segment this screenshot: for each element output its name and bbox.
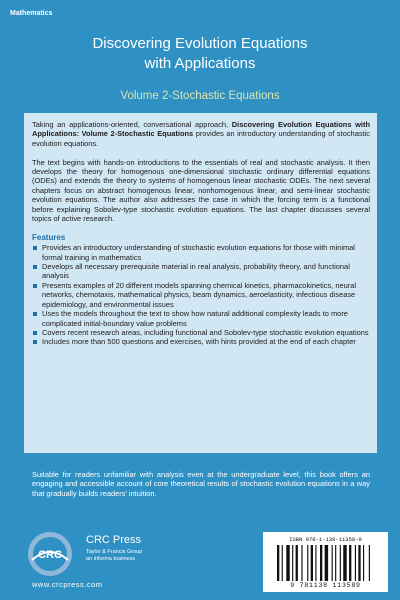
- crc-press-logo: [26, 530, 74, 578]
- features-list: [32, 243, 370, 346]
- feature-item: Develops all necessary prerequisite material in real analysis, probability theory, and functional analysis: [32, 262, 370, 281]
- book-title: [0, 34, 400, 74]
- feature-item: Provides an introductory understanding of stochastic evolution equations for those with minimal formal training in mathematics: [32, 243, 370, 262]
- intro-paragraph: Taking an applications-oriented, conversational approach, Discovering Evolution Equations with Applications: Volume 2-Stochastic Equations provides an introductory understanding of stochastic evolution equations.: [32, 120, 370, 148]
- publisher-group: Taylor & Francis Group an informa business: [86, 549, 143, 562]
- description-text: [32, 120, 370, 347]
- publisher-name: CRC Press: [86, 534, 142, 546]
- title-line-2: with Applications: [144, 55, 256, 72]
- feature-item: Uses the models throughout the text to show how natural additional complexity leads to more complicated initial-boundary value problems: [32, 309, 370, 328]
- barcode-number: 9 781138 113589: [290, 582, 361, 589]
- features-heading: Features: [32, 232, 66, 242]
- intro-book-title: Discovering Evolution Equations with Applications: Volume 2-Stochastic Equations: [32, 120, 370, 139]
- feature-item: Includes more than 500 questions and exercises, with hints provided at the end of each chapter: [32, 337, 370, 346]
- isbn-text: ISBN 978-1-138-11358-9: [289, 536, 362, 543]
- body-paragraph: The text begins with hands-on introductions to the essentials of real and stochastic analysis. It then develops the theory for homogenous one-dimensional stochastic ordinary differential equations (ODEs) and extends the theory to systems of homogenous linear stochastic ODEs. The next several chapters focus on abstract homogenous linear, nonhomogenous linear, and semi-linear stochastic evolution equations. The author also addresses the case in which the forcing term is a functional before explaining Sobolev-type stochastic evolution equations. The last chapter discusses several topics of active research.: [32, 157, 370, 224]
- closing-paragraph: Suitable for readers unfamiliar with analysis even at the undergraduate level, this book offers an engaging and accessible account of core theoretical results of stochastic evolution equations in a way that gradually builds readers’ intuition.: [32, 470, 370, 498]
- svg-text:CRC: CRC: [38, 549, 62, 561]
- barcode-bars: [277, 545, 374, 581]
- feature-item: Covers recent research areas, including functional and Sobolev-type stochastic evolution equations: [32, 328, 370, 337]
- feature-item: Presents examples of 20 different models spanning chemical kinetics, pharmacokinetics, neural networks, chemotaxis, mathematical physics, beam dynamics, aeroelasticity, infectious disease epidemiology, and environmental issues: [32, 281, 370, 309]
- isbn-barcode: [263, 532, 388, 592]
- book-subtitle: Volume 2-Stochastic Equations: [120, 90, 280, 102]
- title-line-1: Discovering Evolution Equations: [92, 35, 308, 52]
- category-label: Mathematics: [10, 10, 53, 17]
- publisher-url: www.crcpress.com: [32, 580, 103, 589]
